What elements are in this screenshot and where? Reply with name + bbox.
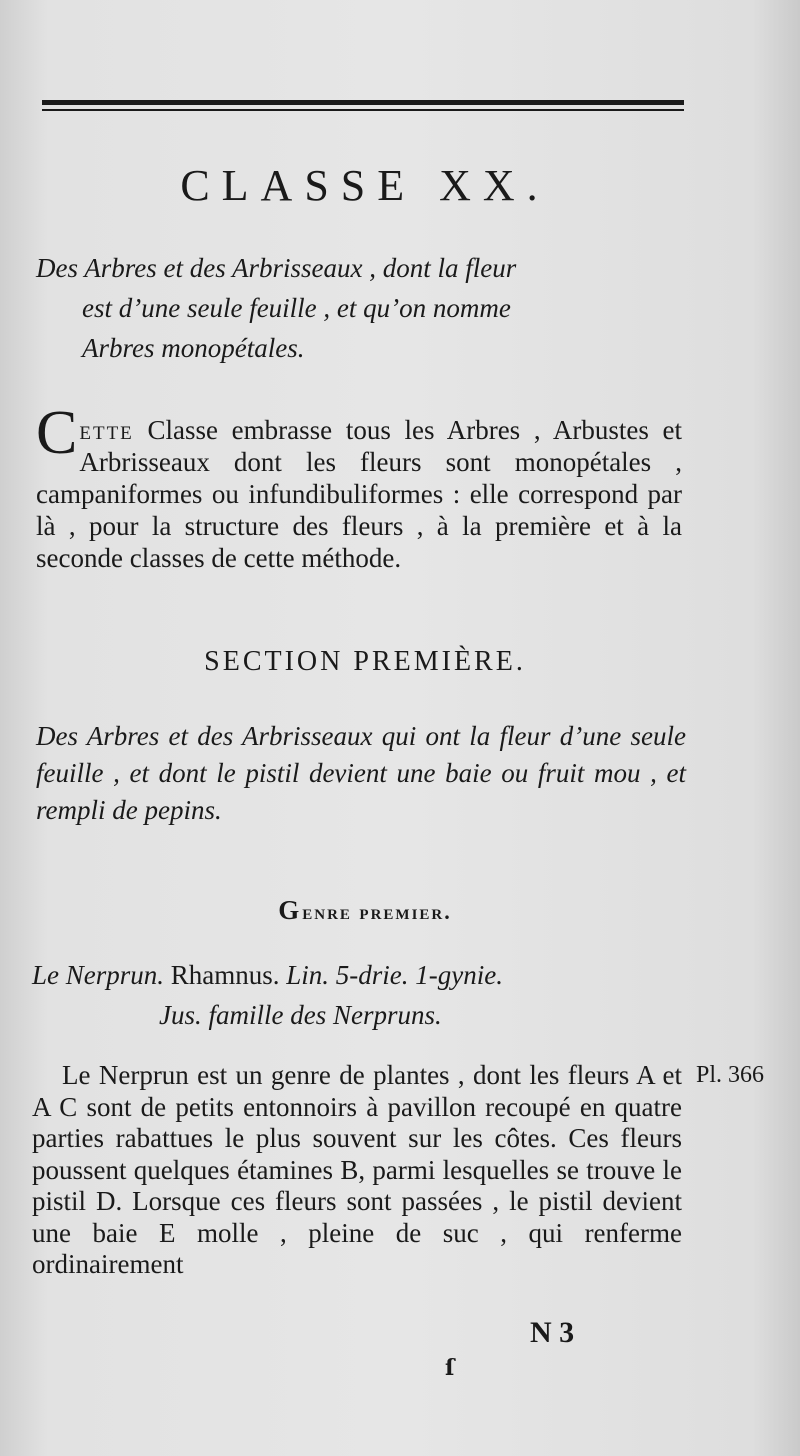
genre-heading [0,895,730,926]
paragraph-text: Classe embrasse tous les Arbres , Arbustes et Arbrisseaux dont les fleurs sont monopétales , campaniformes ou infundibuliformes : elle correspond par là , pour la structure des fleurs , à la première et à la seconde classes de cette méthode. [36,415,682,573]
class-description-paragraph [36,399,682,574]
catchword-mark: ſ [445,1355,455,1381]
signature-mark: N 3 [530,1316,575,1349]
genus-latin: Rhamnus. [164,960,287,990]
class-intro-line1: Des Arbres et des Arbrisseaux , dont la fleur [36,253,517,283]
section-intro: Des Arbres et des Arbrisseaux qui ont la fleur d’une seule feuille , et dont le pistil devient une baie ou fruit mou , et rempli de pepins. [36,721,686,825]
genre-initial: G [278,895,303,925]
class-intro-line3: Arbres monopétales. [82,333,305,363]
header-rule-thick [42,100,684,105]
genus-description-paragraph: Le Nerprun est un genre de plantes , dont les fleurs A et A C sont de petits entonnoirs à pavillon recoupé en quatre parties rabattues le plus souvent sur les côtes. Ces fleurs poussent quelques étamines B, parmi lesquelles se trouve le pistil D. Lorsque ces fleurs sont passées , le pistil devient une baie E molle , pleine de suc , qui renferme ordinairement [32,1060,682,1279]
genus-linnaeus: Lin. 5-drie. 1-gynie. [286,960,503,990]
header-rule-thin [42,109,684,111]
plate-reference: Pl. 366 [696,1062,765,1088]
class-title: CLASSE XX. [180,161,550,210]
genus-name: Le Nerprun. [32,960,165,990]
genus-family: Jus. famille des Nerpruns. [159,1000,442,1030]
genre-rest: enre premier. [302,899,452,924]
section-title: SECTION PREMIÈRE. [204,646,526,677]
class-intro [36,248,686,368]
opening-smallcaps: ette [79,415,134,445]
class-intro-line2: est d’une seule feuille , et qu’on nomme [82,293,511,323]
drop-cap: C [36,399,78,467]
genus-title [32,955,682,1035]
